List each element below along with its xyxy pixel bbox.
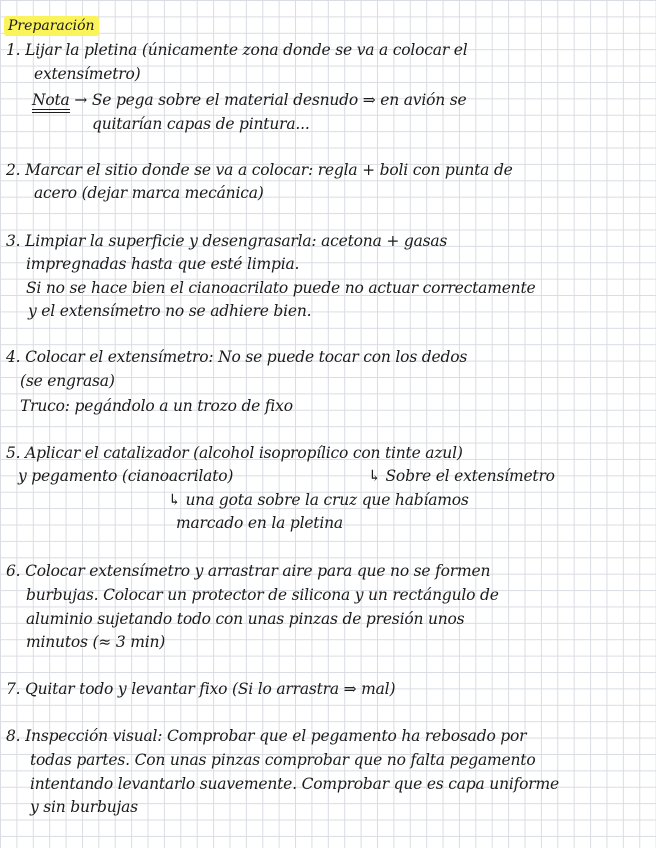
step-5-line-1: 5. Aplicar el catalizador (alcohol isopropílico con tinte azul): [6, 444, 463, 462]
step-3-line-1: 3. Limpiar la superficie y desengrasarla: acetona + gasas: [6, 232, 448, 250]
note-text: → Se pega sobre el material desnudo ⇒ en avión se: [74, 91, 467, 109]
step-6-line-4: minutos (≈ 3 min): [26, 633, 166, 651]
step-8-line-1: 8. Inspección visual: Comprobar que el pegamento ha rebosado por: [6, 727, 527, 745]
step-2-line-2: acero (dejar marca mecánica): [34, 184, 264, 202]
step-4-line-1: 4. Colocar el extensímetro: No se puede tocar con los dedos: [6, 348, 468, 366]
step-2-line-1: 2. Marcar el sitio donde se va a colocar: regla + boli con punta de: [6, 161, 513, 179]
step-8-line-3: intentando levantarlo suavemente. Comprobar que es capa uniforme: [30, 775, 559, 793]
step-4-line-3: Truco: pegándolo a un trozo de fixo: [20, 397, 293, 415]
step-6-line-3: aluminio sujetando todo con unas pinzas de presión unos: [26, 610, 465, 628]
step-1-note-line-1: [32, 90, 466, 110]
step-4-line-2: (se engrasa): [20, 372, 115, 390]
step-6-line-1: 6. Colocar extensímetro y arrastrar aire para que no se formen: [6, 562, 491, 580]
step-5-line-2b: ↳ Sobre el extensímetro: [368, 467, 555, 485]
step-5-line-3: ↳ una gota sobre la cruz que habíamos: [168, 491, 469, 509]
step-3-line-3: Si no se hace bien el cianoacrilato puede no actuar correctamente: [26, 279, 536, 297]
step-8-line-2: todas partes. Con unas pinzas comprobar que no falta pegamento: [30, 751, 536, 769]
step-5-line-2a: y pegamento (cianoacrilato): [18, 467, 234, 485]
note-label: Nota: [32, 91, 70, 109]
page-title: Preparación: [4, 16, 99, 36]
step-1-line-2: extensímetro): [34, 65, 141, 83]
step-5-line-4: marcado en la pletina: [176, 514, 343, 532]
step-1-line-1: 1. Lijar la pletina (únicamente zona donde se va a colocar el: [6, 41, 468, 59]
step-1-note-line-2: quitarían capas de pintura...: [92, 115, 310, 133]
step-8-line-4: y sin burbujas: [30, 798, 138, 816]
step-7-line-1: 7. Quitar todo y levantar fixo (Si lo arrastra ⇒ mal): [6, 680, 396, 698]
step-6-line-2: burbujas. Colocar un protector de silicona y un rectángulo de: [26, 586, 499, 604]
step-3-line-4: y el extensímetro no se adhiere bien.: [28, 302, 312, 320]
step-3-line-2: impregnadas hasta que esté limpia.: [26, 255, 300, 273]
